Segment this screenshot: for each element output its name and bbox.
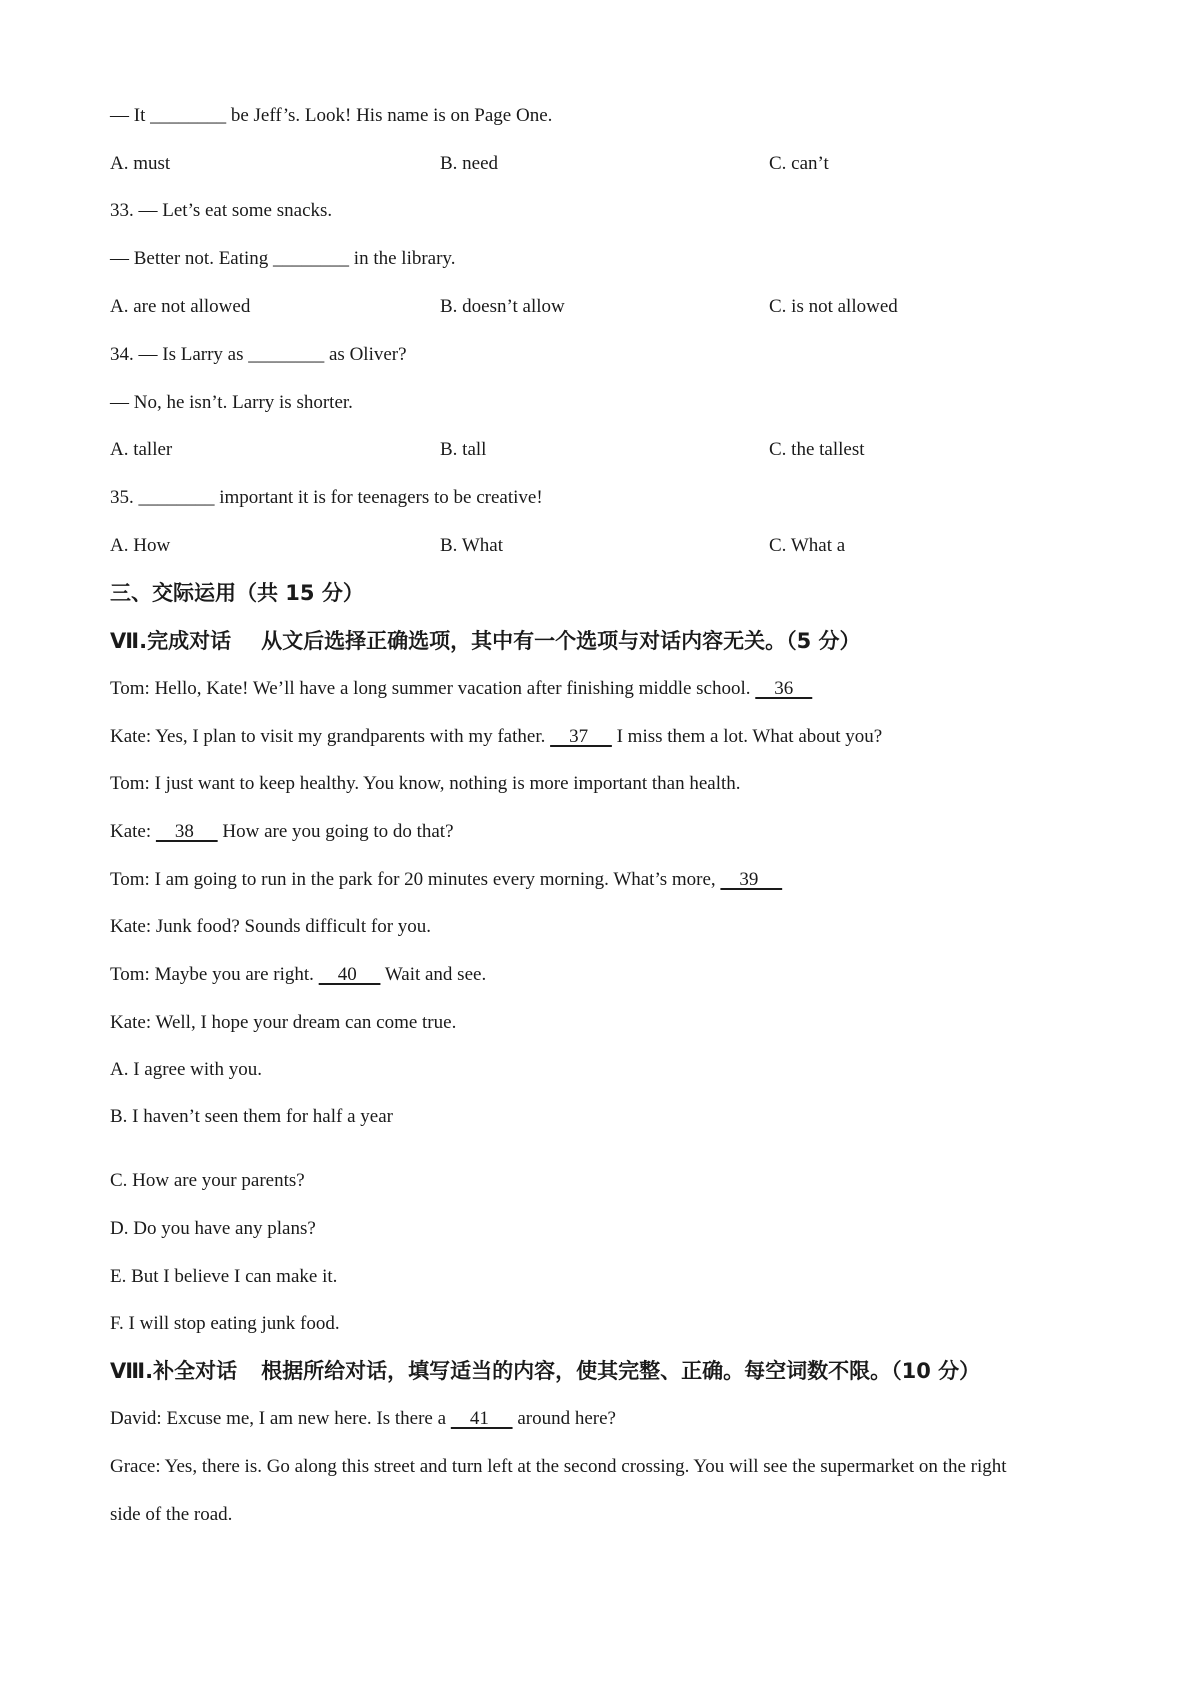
q32-option-b: B. need [440,153,499,174]
section8-line-3: side of the road. [110,1504,233,1525]
dialogue-text: Tom: Maybe you are right. [110,964,319,985]
section7-title-label: Ⅶ.完成对话 [110,629,232,653]
dialogue-text: Kate: Yes, I plan to visit my grandparents with my father. [110,726,551,747]
blank-37: 37 [550,726,612,747]
dialogue-line-8: Kate: Well, I hope your dream can come true. [110,1012,457,1033]
section8-title [110,1357,980,1385]
section7-title [110,627,861,655]
blank-36: 36 [755,678,813,699]
q32-answer-line: — It ________ be Jeff’s. Look! His name is on Page One. [110,105,553,126]
section3-title: 三、交际运用（共 15 分） [110,581,364,605]
dialogue-text: Tom: Hello, Kate! We’ll have a long summer vacation after finishing middle school. [110,678,756,699]
q35-option-a: A. How [110,535,171,556]
section8-title-label: Ⅷ.补全对话 [110,1359,238,1383]
q34-option-a: A. taller [110,439,173,460]
dialogue-text: I miss them a lot. What about you? [611,726,883,747]
q34-stem: 34. — Is Larry as ________ as Oliver? [110,344,407,365]
dialogue-line-1 [110,676,812,702]
q33-option-a: A. are not allowed [110,296,251,317]
q34-answer-line: — No, he isn’t. Larry is shorter. [110,392,353,413]
q33-stem: 33. — Let’s eat some snacks. [110,200,333,221]
q34-option-b: B. tall [440,439,487,460]
q34-option-c: C. the tallest [769,439,865,460]
blank-40: 40 [318,964,381,985]
blank-39: 39 [720,869,783,890]
dialogue-text: David: Excuse me, I am new here. Is there a [110,1408,451,1429]
section8-line-2: Grace: Yes, there is. Go along this street and turn left at the second crossing. You will see the supermarket on the right [110,1456,1007,1477]
q35-option-b: B. What [440,535,503,556]
q33-option-b: B. doesn’t allow [440,296,565,317]
dialogue-line-6: Kate: Junk food? Sounds difficult for you. [110,916,432,937]
dialogue-line-3: Tom: I just want to keep healthy. You know, nothing is more important than health. [110,773,741,794]
blank-41: 41 [450,1408,513,1429]
q33-answer-line: — Better not. Eating ________ in the library. [110,248,456,269]
choice-a: A. I agree with you. [110,1059,262,1080]
q32-option-a: A. must [110,153,171,174]
dialogue-text: Kate: [110,821,156,842]
dialogue-line-2 [110,724,882,750]
dialogue-text: around here? [512,1408,616,1429]
section8-title-instructions: 根据所给对话，填写适当的内容，使其完整、正确。每空词数不限。（10 分） [261,1359,981,1383]
dialogue-text: How are you going to do that? [217,821,454,842]
choice-d: D. Do you have any plans? [110,1218,316,1239]
q35-stem: 35. ________ important it is for teenagers to be creative! [110,487,543,508]
blank-38: 38 [155,821,218,842]
dialogue-line-4 [110,819,454,845]
dialogue-line-7 [110,962,486,988]
q32-option-c: C. can’t [769,153,829,174]
dialogue-text: Tom: I am going to run in the park for 20 minutes every morning. What’s more, [110,869,721,890]
choice-f: F. I will stop eating junk food. [110,1313,340,1334]
dialogue-line-5 [110,867,782,893]
q33-option-c: C. is not allowed [769,296,898,317]
section7-title-instructions: 从文后选择正确选项，其中有一个选项与对话内容无关。（5 分） [261,629,861,653]
q35-option-c: C. What a [769,535,846,556]
choice-e: E. But I believe I can make it. [110,1266,338,1287]
dialogue-text: Wait and see. [380,964,487,985]
choice-c: C. How are your parents? [110,1170,305,1191]
choice-b: B. I haven’t seen them for half a year [110,1106,393,1127]
section8-line-1 [110,1406,616,1432]
